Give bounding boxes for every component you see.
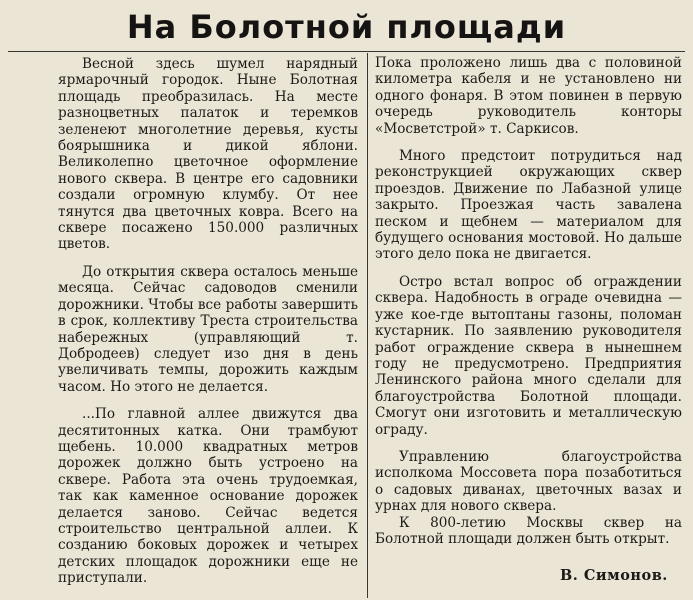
paragraph: К 800-летию Москвы сквер на Болотной площади должен быть открыт. [375,514,682,547]
paragraph: Остро встал вопрос об ограждении сквера. Надобность в ограде очевидна — уже кое-где вытоптаны газоны, поломан кустарник. По заявлению руководителя работ ограждение сквера в нынешнем году не предусмотрено. Предприятия Ленинского района много сделали для благоустройства Болотной площади. Смогут они изготовить и металлическую ограду. [375,273,682,438]
paragraph: Много предстоит потрудиться над реконструкцией окружающих сквер проездов. Движение по Лабазной улице закрыто. Проезжая часть завалена песком и щебнем — материалом для будущего основания мостовой. Но дальше этого дело пока не двигается. [375,148,682,263]
paragraph: Управлению благоустройства исполкома Моссовета пора позаботиться о садовых диванах, цветочных вазах и урнах для нового сквера. [375,448,682,515]
column-divider [367,53,368,598]
left-column [58,56,358,587]
paragraph: Весной здесь шумел нарядный ярмарочный городок. Ныне Болотная площадь преобразилась. На месте разноцветных палаток и теремков зеленеют многолетние деревья, кусты боярышника и дикой яблони. Великолепно цветочное оформление нового сквера. В центре его садовники создали огромную клумбу. От нее тянутся два цветочных ковра. Всего на сквере посажено 150.000 различных цветов. [58,56,358,253]
paragraph: ...По главной аллее движутся два десятитонных катка. Они трамбуют щебень. 10.000 квадратных метров дорожек должно быть устроено на сквере. Работа эта очень трудоемкая, так как каменное основание дорожек делается заново. Сейчас ведется строительство центральной аллеи. К созданию боковых дорожек и четырех детских площадок дорожники еще не приступали. [58,406,358,587]
paragraph: До открытия сквера осталось меньше месяца. Сейчас садоводов сменили дорожники. Чтобы все работы завершить в срок, коллективу Треста строительства набережных (управляющий т. Добродеев) следует изо дня в день увеличивать темпы, дорожить каждым часом. Но этого не делается. [58,263,358,395]
top-rule [8,51,685,52]
paragraph: Пока проложено лишь два с половиной километра кабеля и не установлено ни одного фонаря. В этом повинен в первую очередь руководитель конторы «Мосветстрой» т. Саркисов. [375,55,682,137]
right-column [375,55,682,547]
author-signature: В. Симонов. [560,567,668,584]
headline: На Болотной площади [126,8,567,46]
